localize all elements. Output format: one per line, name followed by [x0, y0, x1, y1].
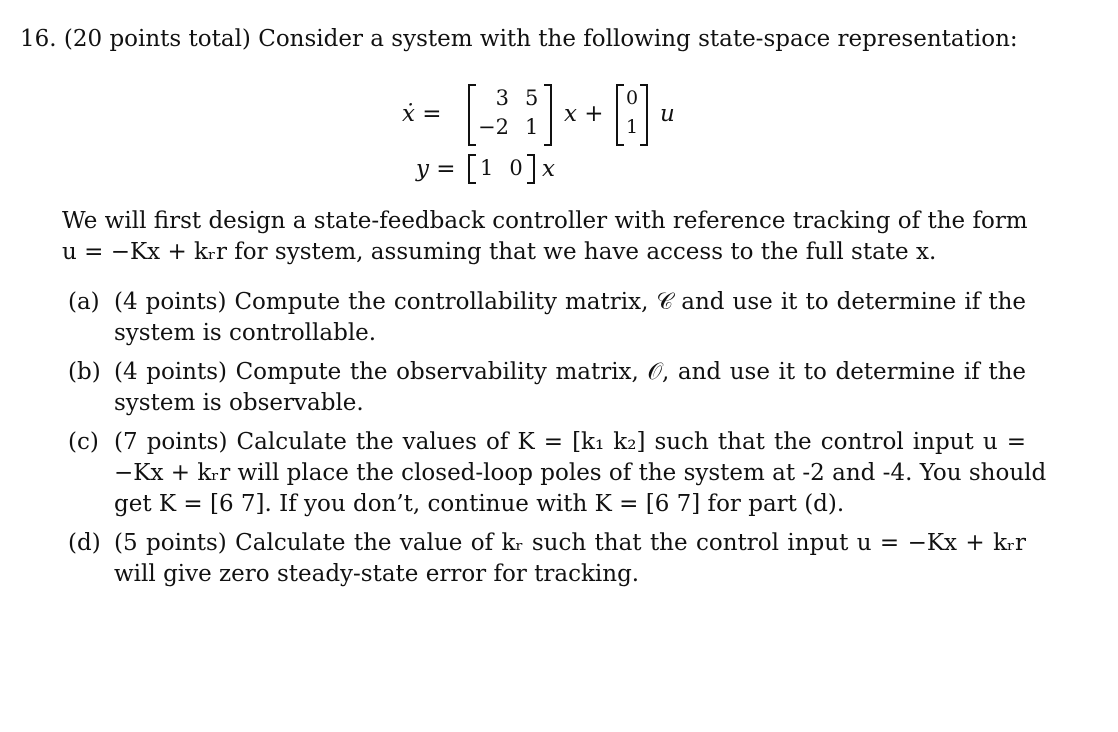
b-1: 0 [626, 87, 639, 109]
intro-paragraph [62, 206, 1026, 268]
problem-header: 16. (20 points total) Consider a system with the following state-space representation: [20, 26, 1018, 52]
a-11: 3 [495, 86, 509, 110]
a-12: 5 [524, 86, 539, 110]
matrix-c [468, 154, 535, 184]
output-tail: x [542, 156, 555, 182]
output-lhs: y = [416, 156, 456, 182]
state-lhs: ẋ = [402, 101, 442, 127]
part-b-line-2: system is observable. [114, 390, 364, 416]
intro-line-2: u = −Kx + kᵣr for system, assuming that we have access to the full state x. [62, 239, 937, 265]
part-c-line-2: −Kx + kᵣr will place the closed-loop poles of the system at -2 and -4. You should [114, 460, 1047, 486]
part-d-label: (d) [68, 530, 101, 556]
c-1: 1 [480, 156, 494, 180]
part-b-label: (b) [68, 359, 101, 385]
part-c-label: (c) [68, 429, 99, 455]
intro-line-1: We will first design a state-feedback controller with reference tracking of the form [62, 208, 1028, 234]
state-tail: u [660, 101, 675, 127]
part-d-line-2: will give zero steady-state error for tracking. [114, 561, 640, 587]
state-mid: x + [564, 101, 604, 127]
part-c-line-3: get K = [6 7]. If you don’t, continue with K = [6 7] for part (d). [114, 491, 845, 517]
a-22: 1 [524, 115, 539, 139]
part-a-label: (a) [68, 289, 100, 315]
c-2: 0 [509, 156, 523, 180]
matrix-b [616, 84, 648, 146]
part-c-line-1: (7 points) Calculate the values of K = [k₁ k₂] such that the control input u = [114, 429, 1026, 455]
part-a-line-2: system is controllable. [114, 320, 377, 346]
part-a-line-1: (4 points) Compute the controllability matrix, 𝒞 and use it to determine if the [114, 289, 1026, 315]
a-21: −2 [478, 115, 509, 139]
part-d-line-1: (5 points) Calculate the value of kᵣ such that the control input u = −Kx + kᵣr [114, 530, 1026, 556]
part-b-line-1: (4 points) Compute the observability matrix, 𝒪, and use it to determine if the [114, 359, 1026, 385]
matrix-a [468, 84, 552, 146]
b-2: 1 [626, 116, 639, 138]
